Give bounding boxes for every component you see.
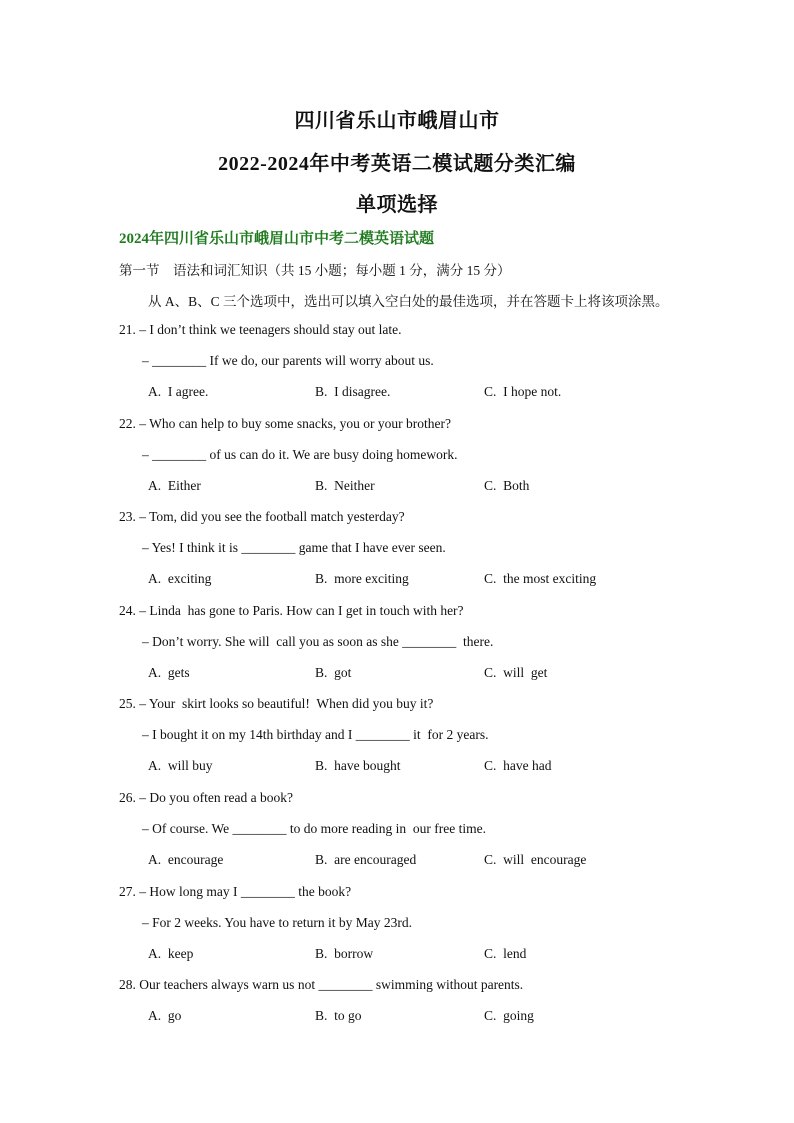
question-25	[0, 696, 794, 792]
section-title: 2024年四川省乐山市峨眉山市中考二模英语试题	[119, 231, 435, 247]
option-b: B. borrow	[315, 946, 374, 961]
option-c: C. the most exciting	[484, 571, 597, 586]
option-c: C. Both	[484, 478, 530, 493]
question-28	[0, 977, 794, 1073]
option-a: A. go	[148, 1008, 182, 1023]
option-a: A. gets	[148, 665, 190, 680]
question-stem: 25. – Your skirt looks so beautiful! When did you buy it?	[119, 696, 434, 711]
question-26	[0, 790, 794, 886]
option-b: B. to go	[315, 1008, 362, 1023]
question-reply: – ________ If we do, our parents will worry about us.	[142, 353, 434, 368]
question-stem: 27. – How long may I ________ the book?	[119, 884, 352, 899]
question-reply: – ________ of us can do it. We are busy doing homework.	[142, 447, 458, 462]
document-title-years: 2022-2024年中考英语二模试题分类汇编	[218, 153, 576, 175]
question-reply: – Don’t worry. She will call you as soon as she ________ there.	[142, 634, 494, 649]
question-stem: 26. – Do you often read a book?	[119, 790, 293, 805]
option-a: A. encourage	[148, 852, 224, 867]
option-c: C. will get	[484, 665, 548, 680]
part-heading: 第一节 语法和词汇知识（共 15 小题；每小题 1 分，满分 15 分）	[119, 263, 511, 278]
question-22	[0, 416, 794, 512]
option-b: B. have bought	[315, 758, 401, 773]
option-c: C. have had	[484, 758, 552, 773]
option-c: C. I hope not.	[484, 384, 562, 399]
question-24	[0, 603, 794, 699]
option-a: A. will buy	[148, 758, 213, 773]
question-stem: 23. – Tom, did you see the football match yesterday?	[119, 509, 405, 524]
question-reply: – Of course. We ________ to do more reading in our free time.	[142, 821, 486, 836]
option-a: A. I agree.	[148, 384, 209, 399]
question-23	[0, 509, 794, 605]
question-stem: 21. – I don’t think we teenagers should stay out late.	[119, 322, 402, 337]
option-a: A. keep	[148, 946, 194, 961]
option-b: B. I disagree.	[315, 384, 391, 399]
question-stem: 22. – Who can help to buy some snacks, you or your brother?	[119, 416, 451, 431]
option-b: B. got	[315, 665, 352, 680]
option-b: B. are encouraged	[315, 852, 417, 867]
question-27	[0, 884, 794, 980]
option-b: B. more exciting	[315, 571, 409, 586]
question-stem: 24. – Linda has gone to Paris. How can I get in touch with her?	[119, 603, 464, 618]
option-c: C. going	[484, 1008, 534, 1023]
document-title-topic: 单项选择	[356, 194, 438, 216]
question-21	[0, 322, 794, 418]
question-stem: 28. Our teachers always warn us not ________ swimming without parents.	[119, 977, 524, 992]
question-reply: – Yes! I think it is ________ game that I have ever seen.	[142, 540, 446, 555]
question-reply: – For 2 weeks. You have to return it by May 23rd.	[142, 915, 412, 930]
option-a: A. Either	[148, 478, 201, 493]
option-c: C. will encourage	[484, 852, 587, 867]
option-b: B. Neither	[315, 478, 375, 493]
option-a: A. exciting	[148, 571, 212, 586]
option-c: C. lend	[484, 946, 527, 961]
question-reply: – I bought it on my 14th birthday and I ________ it for 2 years.	[142, 727, 489, 742]
document-title-region: 四川省乐山市峨眉山市	[294, 110, 500, 132]
instruction-text: 从 A、B、C 三个选项中，选出可以填入空白处的最佳选项，并在答题卡上将该项涂黑。	[148, 294, 669, 309]
